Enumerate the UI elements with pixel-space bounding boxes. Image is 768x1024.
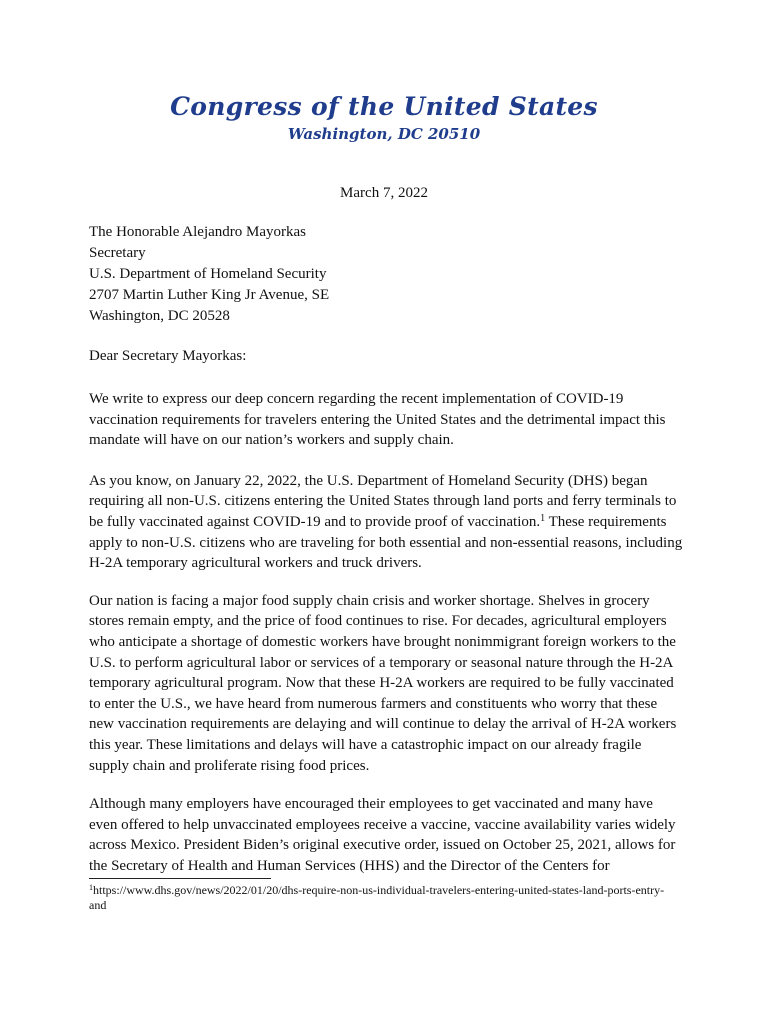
paragraph-4: Although many employers have encouraged their employees to get vaccinated and many have even offered to help unvaccinated employees receive a vaccine, vaccine availability varies widely across Mexico. President Biden’s original executive order, issued on October 25, 2021, allows for the Secretary of Health and Human Services (HHS) and the Director of the Centers for (89, 796, 676, 874)
recipient-city: Washington, DC 20528 (89, 308, 230, 324)
footnote-marker: 1 (89, 883, 93, 892)
recipient-address (89, 222, 329, 327)
recipient-name: The Honorable Alejandro Mayorkas (89, 224, 307, 240)
paragraph-1: We write to express our deep concern regarding the recent implementation of COVID-19 vaccination requirements for travelers entering the United States and the detrimental impact this mandate will have on our nation’s workers and supply chain. (89, 391, 666, 449)
salutation: Dear Secretary Mayorkas: (89, 348, 247, 364)
paragraph-2-text-b: These requirements apply to non-U.S. citizens who are traveling for both essential and non-essential reasons, including H-2A temporary agricultural workers and truck drivers. (89, 513, 683, 572)
recipient-department: U.S. Department of Homeland Security (89, 266, 327, 282)
letter-date: March 7, 2022 (340, 185, 428, 201)
paragraph-2-text-a: As you know, on January 22, 2022, the U.S. Department of Homeland Security (DHS) began requiring all non-U.S. citizens entering the United States through land ports and ferry terminals to be fully vaccinated against COVID-19 and to provide proof of vaccination. (89, 472, 677, 530)
footnote-divider (89, 878, 271, 879)
paragraph-3: Our nation is facing a major food supply chain crisis and worker shortage. Shelves in grocery stores remain empty, and the price of food continues to rise. For decades, agricultural employers who anticipate a shortage of domestic workers have brought nonimmigrant foreign workers to the U.S. to perform agricultural labor or services of a temporary or seasonal nature through the H-2A temporary agricultural program. Now that these H-2A workers are required to be fully vaccinated to enter the U.S., we have heard from numerous farmers and constituents who worry that these new vaccination requirements are delaying and will continue to delay the arrival of H-2A workers this year. These limitations and delays will have a catastrophic impact on our already fragile supply chain and proliferate rising food prices. (89, 592, 677, 774)
recipient-title: Secretary (89, 245, 146, 261)
footnote (89, 883, 679, 913)
letterhead (0, 92, 768, 144)
footnote-link[interactable]: https://www.dhs.gov/news/2022/01/20/dhs-require-non-us-individual-travelers-entering-united-states-land-ports-entry-and (89, 883, 665, 912)
letterhead-title: Congress of the United States (170, 92, 598, 121)
recipient-street: 2707 Martin Luther King Jr Avenue, SE (89, 287, 330, 303)
letter-body (89, 389, 685, 896)
paragraph-2 (89, 471, 685, 574)
letterhead-subtitle: Washington, DC 20510 (287, 125, 481, 143)
footnote-reference: 1 (540, 512, 546, 524)
